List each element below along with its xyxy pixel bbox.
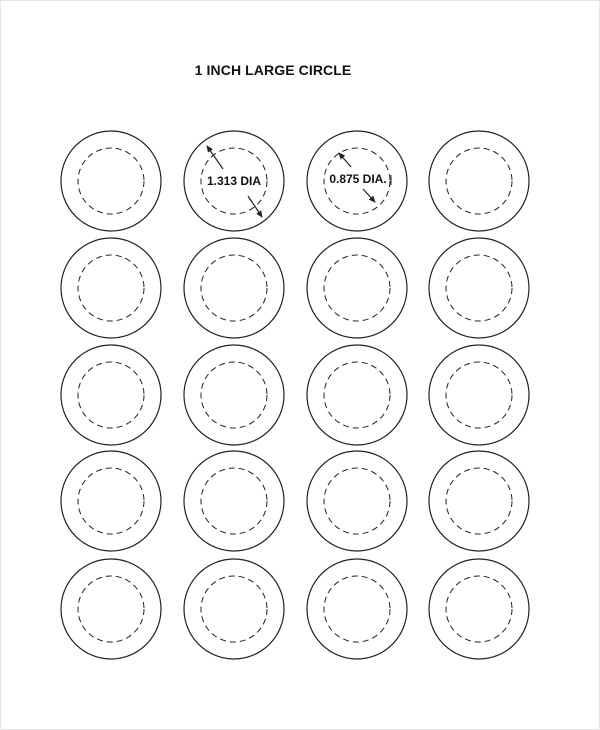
inner-diameter-arrow-lower — [363, 189, 375, 202]
label-circle-inner-dashed — [324, 576, 390, 642]
label-circle-inner-dashed — [78, 255, 144, 321]
label-circle-outer — [184, 559, 284, 659]
label-circle-inner-dashed — [324, 468, 390, 534]
label-circle-inner-dashed — [78, 362, 144, 428]
label-circle-inner-dashed — [446, 362, 512, 428]
page-title: 1 INCH LARGE CIRCLE — [194, 62, 352, 78]
label-circle-outer — [429, 451, 529, 551]
label-circle-inner-dashed — [324, 255, 390, 321]
label-circle-outer — [61, 131, 161, 231]
label-circle-outer — [429, 345, 529, 445]
label-circle-inner-dashed — [446, 468, 512, 534]
label-circle-outer — [307, 451, 407, 551]
label-circle-inner-dashed — [201, 468, 267, 534]
label-circle-inner-dashed — [446, 576, 512, 642]
outer-diameter-arrow-upper — [207, 146, 223, 169]
label-circle-outer — [61, 559, 161, 659]
label-circle-inner-dashed — [446, 148, 512, 214]
inner-diameter-arrow-upper — [339, 153, 351, 167]
label-circle-inner-dashed — [78, 468, 144, 534]
label-circle-inner-dashed — [324, 362, 390, 428]
label-circle-outer — [184, 238, 284, 338]
label-circle-outer — [429, 559, 529, 659]
outer-diameter-arrow-lower — [248, 196, 262, 217]
circle-label-grid — [1, 1, 600, 730]
label-circle-inner-dashed — [446, 255, 512, 321]
inner-diameter-label: 0.875 DIA. — [329, 172, 387, 186]
label-circle-outer — [61, 451, 161, 551]
label-circle-inner-dashed — [78, 148, 144, 214]
label-circle-outer — [184, 451, 284, 551]
label-circle-outer — [429, 238, 529, 338]
label-circle-outer — [61, 345, 161, 445]
label-circle-outer — [307, 238, 407, 338]
label-circle-outer — [307, 345, 407, 445]
label-circle-inner-dashed — [78, 576, 144, 642]
label-circle-outer — [184, 345, 284, 445]
label-circle-outer — [307, 559, 407, 659]
label-circle-outer — [429, 131, 529, 231]
outer-diameter-label: 1.313 DIA — [206, 174, 262, 188]
label-circle-inner-dashed — [201, 576, 267, 642]
label-circle-inner-dashed — [201, 255, 267, 321]
label-circle-inner-dashed — [201, 362, 267, 428]
label-circle-outer — [61, 238, 161, 338]
